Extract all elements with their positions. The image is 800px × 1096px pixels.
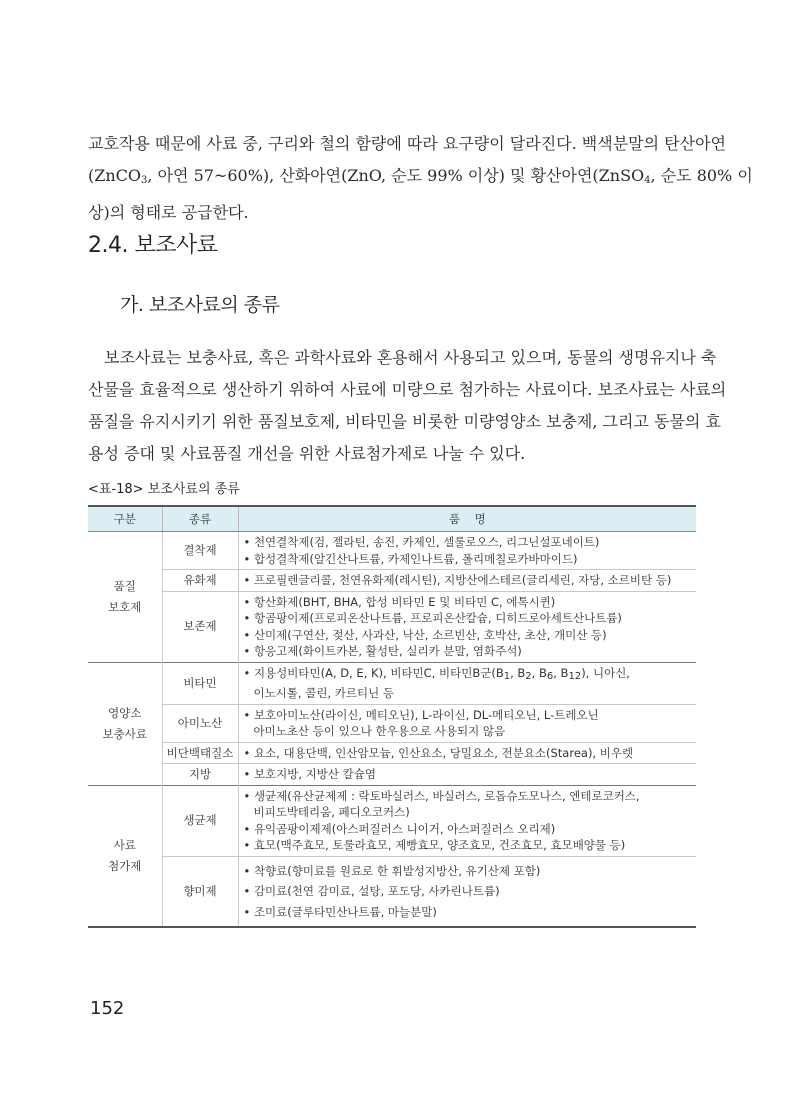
items-flavor: • 착향료(향미료를 원료로 한 휘발성지방산, 유기산제 포함) • 감미료(천연 감미료, 설탕, 포도당, 사카린나트륨) • 조미료(글루타민산나트륨, 마늘분말) [238, 856, 696, 927]
table-row [88, 591, 696, 662]
group-quality: 품질 보호제 [88, 532, 162, 663]
table-row [88, 662, 696, 704]
items-fat: • 보호지방, 지방산 칼슘염 [238, 764, 696, 786]
body-line-2: 산물을 효율적으로 생산하기 위하여 사료에 미량으로 첨가하는 사료이다. 보조사료는 사료의 [88, 380, 727, 399]
table-row [88, 785, 696, 856]
kind-preservative: 보존제 [162, 591, 238, 662]
table-row [88, 532, 696, 570]
kind-npn: 비단백태질소 [162, 742, 238, 764]
table-row [88, 704, 696, 742]
kind-binder: 결착제 [162, 532, 238, 570]
intro-paragraph [88, 128, 753, 229]
intro-line-2: (ZnCO$_3$, 아연 57~60%), 산화아연(ZnO, 순도 99% 이상) 및 황산아연(ZnSO$_4$, 순도 80% 이 [88, 166, 753, 186]
header-kind: 종류 [162, 506, 238, 532]
kind-emulsifier: 유화제 [162, 570, 238, 592]
table-row [88, 570, 696, 592]
table-header-row [88, 506, 696, 532]
items-amino: • 보호아미노산(라이신, 메티오닌), L-라이신, DL-메티오닌, L-트레오닌 아미노초산 등이 있으나 한우용으로 사용되지 않음 [238, 704, 696, 742]
kind-vitamin: 비타민 [162, 662, 238, 704]
table-row [88, 764, 696, 786]
items-npn: • 요소, 대용단백, 인산암모늄, 인산요소, 당밀요소, 전분요소(Starea), 비우렛 [238, 742, 696, 764]
items-preservative: • 항산화제(BHT, BHA, 합성 비타민 E 및 비타민 C, 에톡시퀸) • 항곰팡이제(프로피온산나트륨, 프로피온산칼슘, 디히드로아세트산나트륨) • 산미제(구연산, 젖산, 사과산, 낙산, 소르빈산, 호박산, 초산, 개미산 등) • 항응고제(화이트카본, 활성탄, 실리카 분말, 염화주석) [238, 591, 696, 662]
body-paragraph [88, 342, 727, 470]
supplement-feed-table [88, 505, 696, 928]
body-line-1: 보조사료는 보충사료, 혹은 과학사료와 혼용해서 사용되고 있으며, 동물의 생명유지나 축 [104, 348, 717, 367]
section-title: 2.4. 보조사료 [88, 233, 218, 258]
items-vitamin: • 지용성비타민(A, D, E, K), 비타민C, 비타민B군($B_1$, $B_2$, $B_6$, $B_{12}$), 니아신, 이노시톨, 콜린, 카르티닌 등 [238, 662, 696, 704]
kind-probiotic: 생균제 [162, 785, 238, 856]
kind-amino: 아미노산 [162, 704, 238, 742]
header-items: 품 명 [238, 506, 696, 532]
group-nutrition: 영양소 보충사료 [88, 662, 162, 785]
table-row [88, 856, 696, 927]
items-binder: • 천연결착제(검, 젤라틴, 송진, 카제인, 셀룰로오스, 리그닌설포네이트) • 합성결착제(알긴산나트륨, 카제인나트륨, 폴리메칠로카바마이드) [238, 532, 696, 570]
items-probiotic: • 생균제(유산균제제 : 락토바실러스, 바실러스, 로돕슈도모나스, 엔테로코커스, 비피도박테리움, 페디오코커스) • 유익곰팡이제제(아스퍼질러스 니이거, 아스퍼질러스 오리제) • 효모(맥주효모, 토룰라효모, 제빵효모, 양조효모, 건조효모, 효모배양물 등) [238, 785, 696, 856]
body-line-4: 용성 증대 및 사료품질 개선을 위한 사료첨가제로 나눌 수 있다. [88, 444, 526, 463]
intro-line-3: 상)의 형태로 공급한다. [88, 203, 249, 222]
kind-flavor: 향미제 [162, 856, 238, 927]
table-caption: <표-18> 보조사료의 종류 [88, 482, 240, 497]
group-additive: 사료 첨가제 [88, 785, 162, 927]
items-emulsifier: • 프로필렌글리콜, 천연유화제(레시틴), 지방산에스테르(글리세린, 자당, 소르비탄 등) [238, 570, 696, 592]
header-group: 구분 [88, 506, 162, 532]
intro-line-1: 교호작용 때문에 사료 중, 구리와 철의 함량에 따라 요구량이 달라진다. 백색분말의 탄산아연 [88, 134, 726, 153]
subsection-title: 가. 보조사료의 종류 [120, 294, 280, 316]
table-row [88, 742, 696, 764]
kind-fat: 지방 [162, 764, 238, 786]
page-number: 152 [90, 998, 125, 1019]
body-line-3: 품질을 유지시키기 위한 품질보호제, 비타민을 비롯한 미량영양소 보충제, 그리고 동물의 효 [88, 412, 721, 431]
